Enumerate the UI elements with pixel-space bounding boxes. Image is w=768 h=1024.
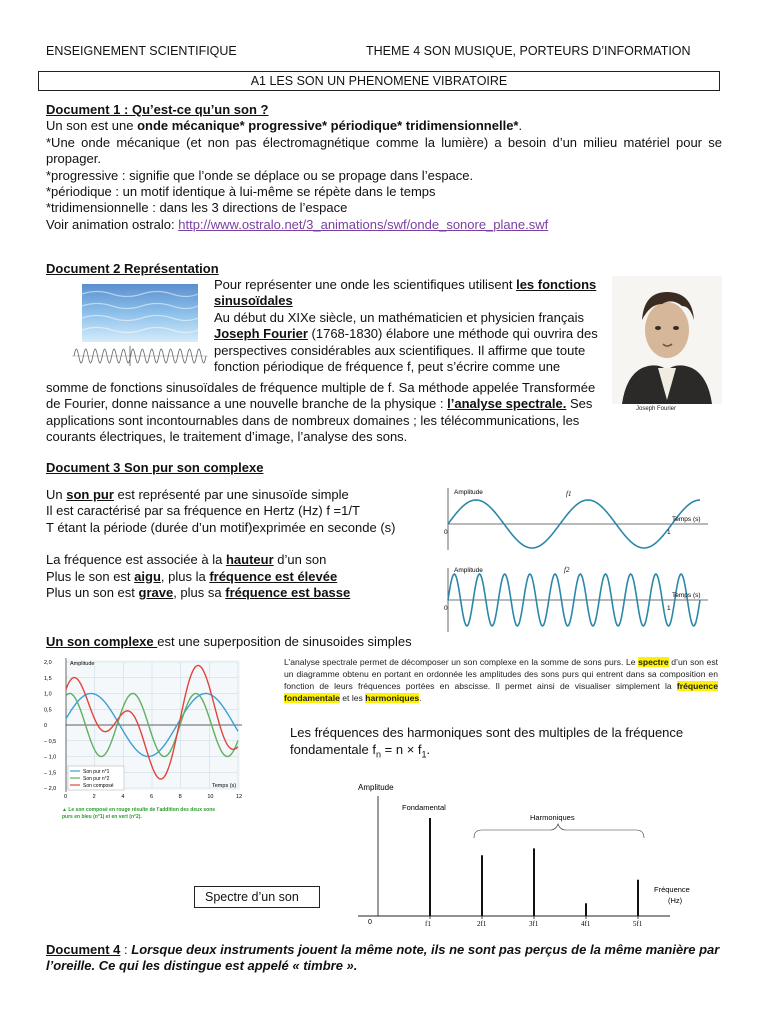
document-1	[46, 102, 722, 233]
graph2-xlabel: Temps (s)	[672, 592, 701, 599]
fourier-name: Joseph Fourier	[214, 326, 308, 342]
complex-xtick: 2	[92, 794, 96, 800]
complex-ytick: – 1,0	[44, 754, 57, 761]
spectrum-ylabel: Amplitude	[358, 783, 394, 792]
fundamental-label: Fondamental	[402, 803, 446, 812]
graph2-f: f2	[564, 566, 570, 574]
doc2-p3	[214, 326, 604, 342]
complex-xtick: 6	[150, 794, 154, 800]
doc1-anim	[46, 217, 722, 233]
doc3-title: Document 3 Son pur son complexe	[46, 460, 264, 475]
complex-caption-2: purs en bleu (n°1) et en vert (n°2).	[62, 814, 142, 820]
harmonics-l2-end: = n × f	[381, 742, 422, 757]
fourier-portrait	[612, 276, 722, 418]
harmonics-l2-sub: n	[376, 749, 382, 760]
doc2-title: Document 2 Représentation	[46, 261, 219, 276]
graph1-one: 1	[667, 529, 671, 536]
complex-sound-bold: Un son complexe	[46, 634, 158, 649]
doc3-l5-a: Plus le son est	[46, 568, 135, 584]
doc1-intro-prefix: Un son est une	[46, 118, 138, 134]
doc2-p1-text: Pour représenter une onde les scientifiques utilisent	[214, 277, 517, 292]
complex-ytick: – 0,5	[44, 738, 57, 745]
doc3-l5-c: , plus la	[160, 568, 210, 584]
header-right: THEME 4 SON MUSIQUE, PORTEURS D’INFORMATION	[366, 44, 691, 58]
doc1-line1: *Une onde mécanique (et non pas électromagnétique comme la lumière) a besoin d’un milieu matériel pour se propager.	[46, 134, 722, 167]
pure-sound-graphs	[430, 482, 714, 640]
doc2-p4: perspectives considérables aux scientifiques. Il affirme que toute	[214, 342, 586, 358]
doc3-l5-d: fréquence est élevée	[209, 568, 338, 584]
harmonics-l2-dot: .	[426, 742, 431, 757]
spectral-analysis-text	[284, 656, 718, 704]
doc4-sep: :	[120, 942, 132, 957]
graph2-one: 1	[667, 605, 671, 612]
spacer	[46, 536, 426, 552]
doc3-text	[46, 487, 426, 601]
doc3-l5-b: aigu	[134, 568, 161, 584]
doc3-l4-b: hauteur	[225, 552, 274, 568]
harmonics-l2	[290, 741, 710, 764]
legend-compose: Son composé	[83, 783, 114, 789]
doc3-l6-a: Plus un son est	[46, 585, 139, 601]
complex-ytick: 0	[44, 723, 48, 729]
doc4-line1	[46, 942, 722, 958]
header-left: ENSEIGNEMENT SCIENTIFIQUE	[46, 44, 237, 58]
complex-ytick: – 1,5	[44, 770, 57, 777]
legend-pur1: Son pur n°1	[83, 769, 110, 775]
complex-xtick: 0	[64, 794, 68, 800]
water-wave-image	[72, 284, 208, 368]
harmonics-brace	[474, 824, 644, 838]
doc3-l1-c: est représenté par une sinusoïde simple	[113, 487, 349, 502]
spectrum-label-2f1: 2f1	[477, 920, 487, 928]
doc4-text: Lorsque deux instruments jouent la même note, ils ne sont pas perçus de la même manière par	[131, 942, 720, 957]
doc2-p8: applications sont incontournables dans de nombreux domaines ; les télécommunications, les	[46, 412, 580, 428]
document-4	[46, 942, 722, 975]
complex-ytick: 2,0	[44, 660, 52, 666]
doc1-line3: *périodique : un motif identique à lui-même se répète dans le temps	[46, 184, 436, 200]
doc1-intro-bold: onde mécanique* progressive* périodique* tridimensionnelle*	[137, 118, 519, 134]
doc1-line2: *progressive : signifie que l’onde se déplace ou se propage dans l’espace.	[46, 167, 474, 183]
doc2-p3-text: (1768-1830) élabore une méthode qui ouvrira des	[307, 326, 598, 342]
doc4-line2	[46, 958, 722, 974]
graph2-ylabel: Amplitude	[454, 567, 483, 574]
doc3-l4-c: d’un son	[273, 552, 327, 568]
complex-ytick: – 2,0	[44, 786, 57, 792]
doc3-l6-b: grave	[138, 585, 174, 601]
complex-xtick: 12	[236, 794, 243, 800]
complex-ylabel: Amplitude	[70, 661, 95, 667]
doc4-text2: l’oreille. Ce qui les distingue est appelé « timbre ».	[46, 958, 358, 974]
doc2-p5: fonction périodique de fréquence f, peut s’écrire comme une	[214, 359, 561, 375]
doc3-l4	[46, 552, 426, 568]
spectral-e: et les	[339, 693, 366, 703]
graph2-sine	[448, 574, 700, 626]
spectrum-label-4f1: 4f1	[581, 920, 591, 928]
doc1-line4: *tridimensionnelle : dans les 3 directions de l’espace	[46, 200, 348, 216]
portrait-caption: Joseph Fourier	[636, 406, 677, 412]
doc1-title: Document 1 : Qu’est-ce qu’un son ?	[46, 102, 269, 117]
spectrum-box-label: Spectre d’un son	[194, 886, 320, 908]
doc3-l1-a: Un	[46, 487, 67, 502]
spectral-b: spectre	[638, 657, 669, 667]
doc4-title: Document 4	[46, 942, 121, 957]
spectrum-label-5f1: 5f1	[633, 920, 643, 928]
complex-xtick: 8	[178, 794, 182, 800]
graph1-f: f1	[566, 490, 572, 498]
complex-sound-heading	[46, 634, 412, 650]
doc2-p7-text: de Fourier, donne naissance a une nouvelle branche de la physique :	[46, 396, 448, 412]
harmonics-l2-sub2: 1	[421, 749, 427, 760]
spectral-d: fréquence fondamentale	[284, 681, 718, 703]
graph1-xlabel: Temps (s)	[672, 516, 701, 523]
complex-ytick: 1,5	[44, 675, 52, 682]
doc2-p7-bold: l’analyse spectrale.	[447, 396, 567, 412]
doc2-p9: courants électriques, le traitement d’image, l’analyse des sons.	[46, 429, 408, 445]
spectral-f: harmoniques	[365, 693, 420, 703]
doc3-l6-c: , plus sa	[173, 585, 226, 601]
doc3-l1	[46, 487, 426, 503]
doc1-intro	[46, 118, 722, 134]
complex-legend	[68, 766, 124, 790]
doc3-l6-d: fréquence est basse	[225, 585, 351, 601]
graph2-zero: 0	[444, 605, 448, 612]
graph1-ylabel: Amplitude	[454, 489, 483, 496]
complex-sound-chart	[42, 654, 254, 824]
complex-xtick: 4	[121, 794, 125, 800]
doc2-p1	[214, 277, 604, 310]
ostralo-link[interactable]: http://www.ostralo.net/3_animations/swf/onde_sonore_plane.swf	[178, 216, 549, 232]
doc3-l1-b: son pur	[66, 487, 114, 502]
complex-xtick: 10	[207, 794, 214, 800]
spectrum-chart	[350, 776, 720, 930]
doc2-p2: Au début du XIXe siècle, un mathématicien et physicien français	[214, 309, 584, 325]
harmonics-label: Harmoniques	[530, 813, 575, 822]
legend-pur2: Son pur n°2	[83, 776, 110, 782]
doc3-l2: Il est caractérisé par sa fréquence en Hertz (Hz) f =1/T	[46, 503, 360, 519]
spectrum-xlabel-1: Fréquence	[654, 885, 690, 894]
spectral-c: d’un son est un diagramme obtenu en portant en ordonnée les amplitudes des sons purs qui entrent dans sa composition en fonction de leurs fréquences portées en abscisse. Il permet ainsi de visualiser simplement la	[284, 657, 718, 691]
complex-ytick: 0,5	[44, 707, 52, 714]
harmonics-l2-a: fondamentale f	[290, 742, 377, 757]
doc3-l5	[46, 569, 426, 585]
doc2-p6: somme de fonctions sinusoïdales de fréquence multiple de f. Sa méthode appelée Transformée	[46, 380, 596, 395]
doc1-intro-suffix: .	[518, 118, 523, 134]
doc2-p7	[46, 396, 606, 412]
doc2-p1-bold: les fonctions sinusoïdales	[214, 277, 597, 309]
doc2-p7-end: Ses	[566, 396, 593, 412]
doc3-l3: T étant la période (durée d’un motif)exprimée en seconde (s)	[46, 519, 396, 535]
spectral-a: L’analyse spectrale permet de décomposer un son complexe en la somme de sons purs. Le	[284, 657, 639, 667]
complex-ytick: 1,0	[44, 691, 52, 698]
harmonics-text	[290, 724, 710, 764]
doc1-anim-prefix: Voir animation ostralo:	[46, 216, 179, 232]
spectrum-zero: 0	[368, 919, 372, 926]
complex-sound-text: est une superposition de sinusoides simples	[157, 634, 412, 649]
doc3-l4-a: La fréquence est associée à la	[46, 552, 226, 568]
page-title: A1 LES SON UN PHENOMENE VIBRATOIRE	[38, 71, 720, 91]
doc2-paragraph-top	[214, 277, 604, 375]
spectral-g: .	[419, 693, 422, 703]
doc3-l6	[46, 585, 426, 601]
complex-xlabel: Temps (s)	[212, 783, 237, 789]
spectrum-xlabel-2: (Hz)	[668, 896, 683, 905]
spectrum-label-f1: f1	[425, 920, 431, 928]
graph1-zero: 0	[444, 529, 448, 536]
complex-caption-1: ▲ Le son composé en rouge résulte de l’addition des deux sons	[62, 807, 216, 813]
harmonics-l1: Les fréquences des harmoniques sont des multiples de la fréquence	[290, 725, 684, 740]
spectrum-label-3f1: 3f1	[529, 920, 539, 928]
doc2-paragraph-bottom	[46, 380, 606, 446]
